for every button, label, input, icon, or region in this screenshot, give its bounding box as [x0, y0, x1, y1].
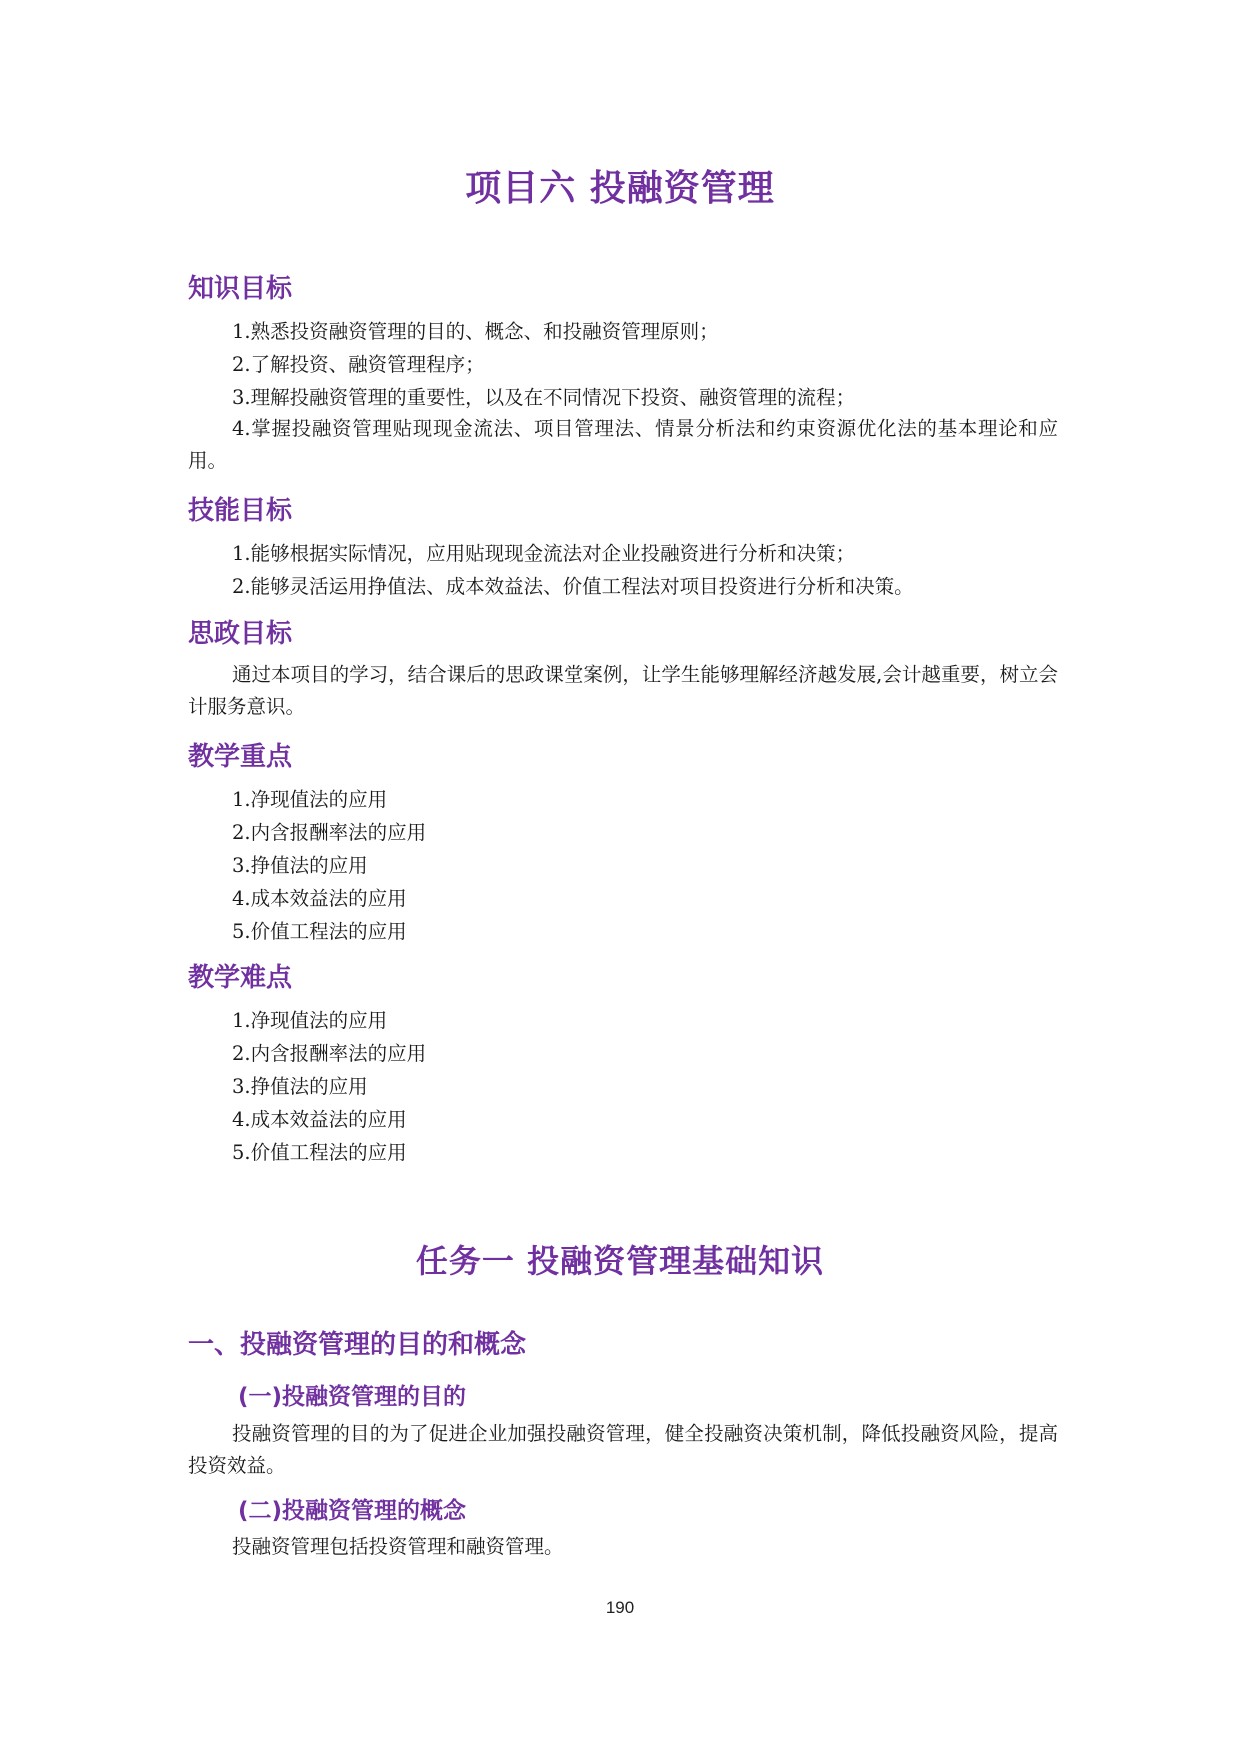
- subsection-heading-purpose: (一)投融资管理的目的: [238, 1384, 467, 1410]
- key-point-item: 2.内含报酬率法的应用: [232, 821, 427, 844]
- difficult-point-item: 3.挣值法的应用: [232, 1075, 368, 1098]
- task-title: 任务一 投融资管理基础知识: [415, 1242, 825, 1280]
- key-point-item: 1.净现值法的应用: [232, 788, 388, 811]
- key-point-item: 4.成本效益法的应用: [232, 887, 407, 910]
- difficult-point-item: 1.净现值法的应用: [232, 1009, 388, 1032]
- ideology-text: 通过本项目的学习，结合课后的思政课堂案例，让学生能够理解经济越发展,会计越重要，树立会计服务意识。: [188, 663, 1058, 718]
- project-title: 项目六 投融资管理: [465, 168, 775, 209]
- ideology-heading: 思政目标: [188, 619, 293, 649]
- purpose-text: 投融资管理的目的为了促进企业加强投融资管理，健全投融资决策机制，降低投融资风险，提高投资效益。: [188, 1422, 1058, 1477]
- concept-text: 投融资管理包括投资管理和融资管理。: [232, 1535, 564, 1558]
- difficult-point-item: 5.价值工程法的应用: [232, 1141, 407, 1164]
- knowledge-item-4: 4.掌握投融资管理贴现现金流法、项目管理法、情景分析法和约束资源优化法的基本理论和应用。: [188, 417, 1058, 472]
- key-point-item: 5.价值工程法的应用: [232, 920, 407, 943]
- subsection-heading-concept: (二)投融资管理的概念: [238, 1498, 467, 1524]
- skill-item: 2.能够灵活运用挣值法、成本效益法、价值工程法对项目投资进行分析和决策。: [232, 575, 914, 598]
- difficult-point-item: 2.内含报酬率法的应用: [232, 1042, 427, 1065]
- skill-item: 1.能够根据实际情况，应用贴现现金流法对企业投融资进行分析和决策；: [232, 542, 856, 565]
- difficult-points-heading: 教学难点: [188, 963, 293, 993]
- knowledge-item: 3.理解投融资管理的重要性，以及在不同情况下投资、融资管理的流程；: [232, 386, 856, 409]
- key-point-item: 3.挣值法的应用: [232, 854, 368, 877]
- page-number: 190: [605, 1598, 635, 1617]
- skill-heading: 技能目标: [188, 496, 293, 526]
- knowledge-item: 2.了解投资、融资管理程序；: [232, 353, 485, 376]
- key-points-heading: 教学重点: [188, 742, 293, 772]
- knowledge-item: 1.熟悉投资融资管理的目的、概念、和投融资管理原则；: [232, 320, 719, 343]
- difficult-point-item: 4.成本效益法的应用: [232, 1108, 407, 1131]
- section-heading: 一、投融资管理的目的和概念: [188, 1330, 527, 1360]
- knowledge-heading: 知识目标: [188, 274, 293, 304]
